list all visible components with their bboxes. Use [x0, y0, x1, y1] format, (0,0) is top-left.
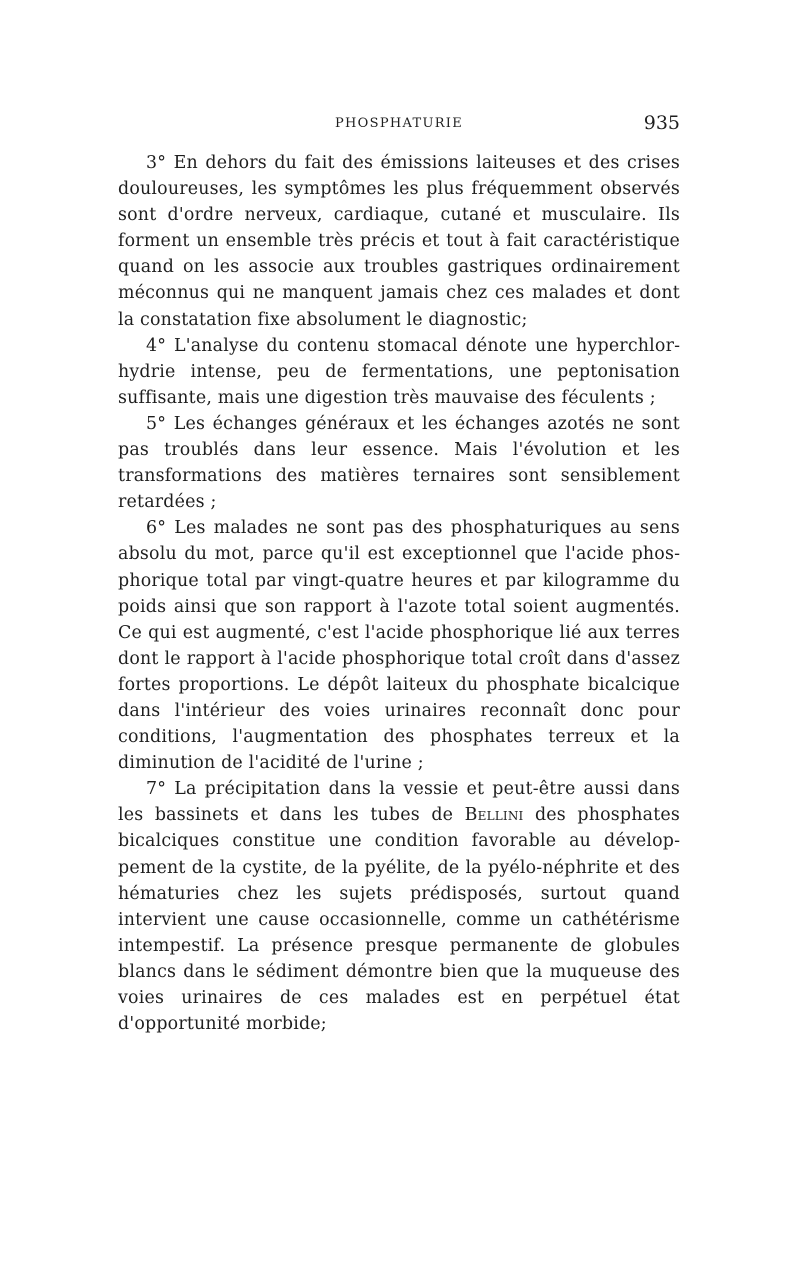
paragraph-5-exchanges: 5° Les échanges généraux et les échanges azotés ne sont pas troublés dans leur essence. Mais l'évolution et les transformations des matières ternaires sont sensiblement retardées ; — [118, 413, 680, 513]
paragraph-4-stomach-analysis: 4° L'analyse du contenu stomacal dénote une hyperchlorhydrie intense, peu de fermentations, une peptonisation suffisante, mais une digestion très mauvaise des féculents ; — [118, 335, 680, 408]
paragraph-7-text-before: 7° La précipitation dans la vessie et peut-être aussi dans les bassinets et dans les tubes de — [118, 779, 680, 826]
running-head — [118, 110, 680, 136]
paragraph-7-text-after: des phosphates bicalciques constitue une condition favorable au développement de la cystite, de la pyélite, de la pyélo-néphrite et des hématuries chez les sujets prédisposés, surtout quand intervient une cause occasionnelle, comme un cathétérisme intempestif. La présence presque permanente de globules blancs dans le sédiment démontre bien que la muqueuse des voies urinaires de ces malades est en perpétuel état d'opportunité morbide; — [118, 805, 681, 1035]
page-number: 935 — [643, 112, 680, 134]
running-title: PHOSPHATURIE — [334, 116, 464, 131]
paragraph-6-phosphaturia: 6° Les malades ne sont pas des phosphaturiques au sens absolu du mot, parce qu'il est exceptionnel que l'acide phosphorique total par vingt-quatre heures et par kilogramme du poids ainsi que son rapport à l'azote total soient augmentés. Ce qui est augmenté, c'est l'acide phosphorique lié aux terres dont le rapport à l'acide phosphorique total croît dans d'assez fortes proportions. Le dépôt laiteux du phosphate bicalcique dans l'intérieur des voies urinaires reconnaît donc pour conditions, l'augmentation des phosphates terreux et la diminution de l'acidité de l'urine ; — [118, 518, 680, 774]
author-name-bellini: Bellini — [464, 805, 524, 826]
body-text — [118, 150, 680, 1037]
paragraph-7-precipitation — [118, 776, 680, 1037]
paragraph-3-symptoms: 3° En dehors du fait des émissions laiteuses et des crises douloureuses, les symptômes les plus fréquemment observés sont d'ordre nerveux, cardiaque, cutané et musculaire. Ils forment un ensemble très précis et tout à fait caractéristique quand on les associe aux troubles gastriques ordinairement méconnus qui ne manquent jamais chez ces malades et dont la constatation fixe absolument le diagnostic; — [118, 153, 680, 330]
